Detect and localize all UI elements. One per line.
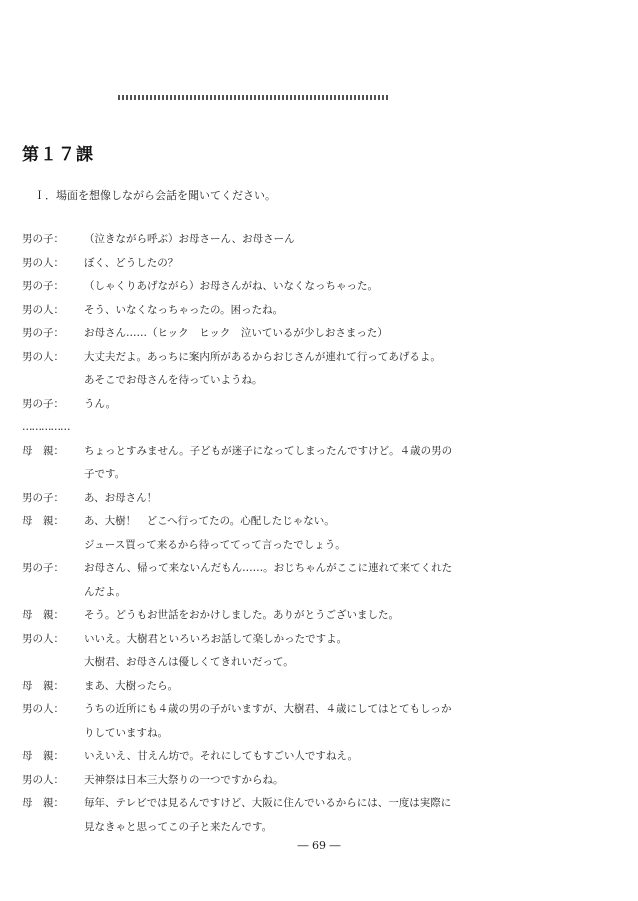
speaker-label: 男の人： — [22, 773, 64, 786]
dialogue-line — [22, 675, 622, 699]
dialogue-line — [22, 275, 622, 299]
dialogue-text: いえいえ、甘えん坊で。それにしてもすごい人ですねえ。 — [84, 750, 359, 762]
speaker-label: 男の子： — [22, 491, 64, 504]
dialogue-line — [22, 440, 622, 464]
speaker-label: 母 親： — [22, 444, 64, 457]
speaker-label: 母 親： — [22, 679, 64, 692]
dialogue-line — [22, 628, 622, 652]
dialogue-line — [22, 557, 622, 581]
dialogue-line — [22, 228, 622, 252]
dialogue-line — [22, 322, 622, 346]
dialogue-text-continuation: ジュース買って来るから待っててって言ったでしょう。 — [84, 538, 346, 551]
speaker-label: 男の人： — [22, 350, 64, 363]
dialogue-text: ぼく、どうしたの？ — [84, 256, 179, 269]
dialogue-text-continuation: んだよ。 — [84, 585, 126, 598]
dialogue-line — [22, 299, 622, 323]
speaker-label: 母 親： — [22, 609, 64, 621]
speaker-label: 男の人： — [22, 303, 64, 316]
dialogue-part-2 — [22, 440, 622, 840]
speaker-label: 男の人： — [22, 256, 64, 269]
dialogue-text: 天神祭は日本三大祭りの一つですからね。 — [84, 773, 284, 786]
speaker-label: 母 親： — [22, 750, 64, 762]
decorative-wave-line — [118, 95, 388, 100]
speaker-label: 男の子： — [22, 280, 64, 292]
dialogue-text: （泣きながら呼ぶ）お母さーん、お母さーん — [84, 233, 295, 245]
dialogue-text: （しゃくりあげながら）お母さんがね、いなくなっちゃった。 — [84, 280, 378, 292]
section-separator: …………… — [22, 421, 70, 433]
speaker-label: 男の子： — [22, 397, 64, 410]
page-number: ― 69 ― — [297, 839, 341, 852]
dialogue-text-continuation: あそこでお母さんを待っていようね。 — [84, 374, 263, 386]
dialogue-text: 毎年、テレビでは見るんですけど、大阪に住んでいるからには、一度は実際に — [84, 797, 452, 809]
dialogue-line — [22, 393, 622, 417]
speaker-label: 男の子： — [22, 327, 64, 339]
dialogue-text: そう。どうもお世話をおかけしました。ありがとうございました。 — [84, 609, 399, 621]
dialogue-line — [22, 792, 622, 816]
speaker-label: 母 親： — [22, 515, 64, 527]
dialogue-line — [22, 487, 622, 511]
dialogue-part-1 — [22, 228, 622, 416]
speaker-label: 男の人： — [22, 632, 64, 645]
dialogue-text: うちの近所にも４歳の男の子がいますが、大樹君、４歳にしてはとてもしっか — [84, 703, 452, 715]
dialogue-line — [22, 604, 622, 628]
dialogue-text: あ、大樹！ どこへ行ってたの。心配したじゃない。 — [84, 515, 335, 527]
dialogue-line — [22, 745, 622, 769]
dialogue-line — [22, 346, 622, 370]
dialogue-line — [22, 510, 622, 534]
dialogue-text: まあ、大樹ったら。 — [84, 679, 179, 692]
dialogue-text: そう、いなくなっちゃったの。困ったね。 — [84, 303, 284, 316]
dialogue-text: お母さん……（ヒック ヒック 泣いているが少しおさまった） — [84, 327, 388, 339]
speaker-label: 男の人： — [22, 703, 64, 715]
dialogue-text: お母さん、帰って来ないんだもん……。おじちゃんがここに連れて来てくれた — [84, 562, 453, 574]
dialogue-text: 大丈夫だよ。あっちに案内所があるからおじさんが連れて行ってあげるよ。 — [84, 350, 441, 363]
dialogue-line — [22, 769, 622, 793]
dialogue-text-continuation: 大樹君、お母さんは優しくてきれいだって。 — [84, 656, 294, 668]
lesson-title: 第１７課 — [22, 145, 94, 165]
dialogue — [22, 228, 622, 839]
dialogue-text-continuation: 子です。 — [84, 468, 126, 480]
dialogue-text: あ、お母さん！ — [84, 491, 158, 504]
dialogue-text-continuation: りしていますね。 — [84, 726, 168, 739]
dialogue-text: いいえ。大樹君といろいろお話して楽しかったですよ。 — [84, 632, 348, 645]
speaker-label: 男の子： — [22, 233, 64, 245]
dialogue-text-continuation: 見なきゃと思ってこの子と来たんです。 — [84, 820, 273, 833]
dialogue-line — [22, 698, 622, 722]
instruction-text: Ｉ．場面を想像しながら会話を聞いてください。 — [34, 189, 276, 202]
speaker-label: 母 親： — [22, 797, 64, 809]
dialogue-text: うん。 — [84, 397, 117, 410]
dialogue-line — [22, 252, 622, 276]
dialogue-text: ちょっとすみません。子どもが迷子になってしまったんですけど。４歳の男の — [84, 444, 453, 457]
speaker-label: 男の子： — [22, 562, 64, 574]
